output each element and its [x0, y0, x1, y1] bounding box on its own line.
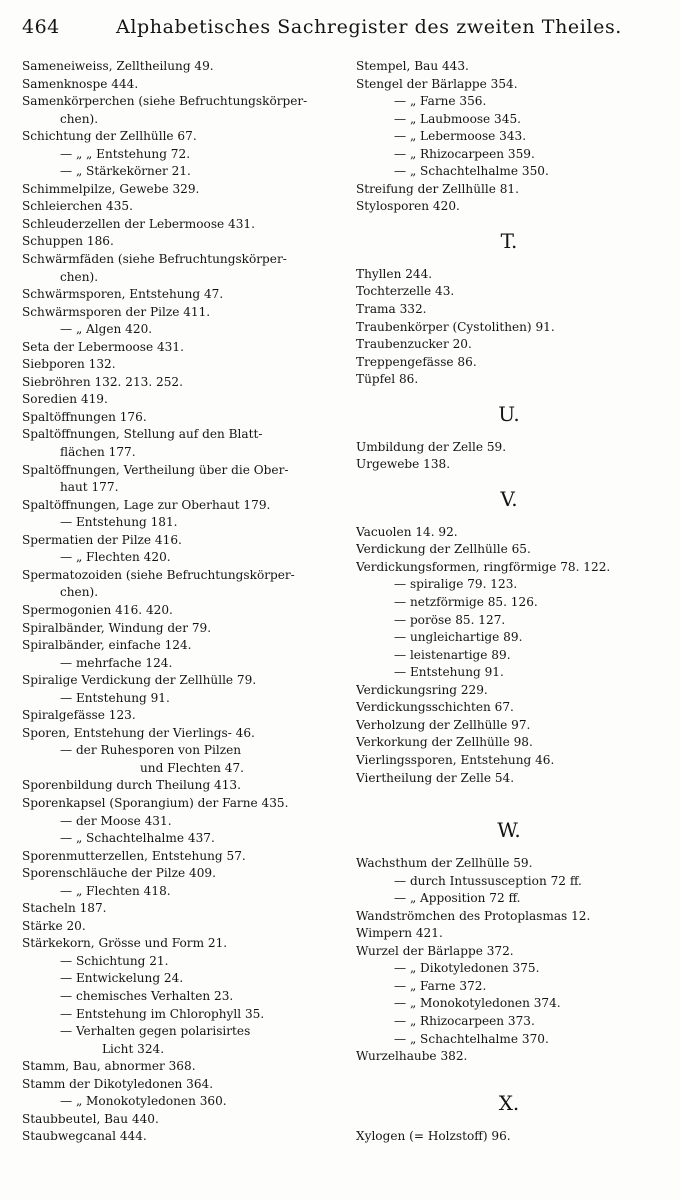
index-subentry: — chemisches Verhalten 23.: [60, 988, 234, 1003]
index-entry: Schuppen 186.: [22, 234, 114, 249]
section-letter-u: U.: [498, 401, 520, 426]
index-entry: Streifung der Zellhülle 81.: [356, 181, 519, 196]
index-entry: Umbildung der Zelle 59.: [356, 439, 507, 454]
index-entry: Schwärmsporen, Entstehung 47.: [22, 287, 224, 302]
index-subentry: — „ Dikotyledonen 375.: [394, 961, 540, 976]
index-entry: Sporen, Entstehung der Vierlings- 46.: [22, 725, 255, 740]
index-subentry: — netzförmige 85. 126.: [394, 595, 538, 610]
index-entry: Siebporen 132.: [22, 357, 116, 372]
index-entry: Spaltöffnungen, Vertheilung über die Ober-: [22, 462, 289, 477]
index-subentry: — Verhalten gegen polarisirtes: [60, 1024, 251, 1039]
section-letter-x: X.: [498, 1090, 520, 1115]
index-subentry: — „ Farne 372.: [394, 978, 487, 993]
index-entry: Schichtung der Zellhülle 67.: [22, 129, 197, 144]
index-subentry: — leistenartige 89.: [394, 647, 511, 662]
index-entry: Traubenkörper (Cystolithen) 91.: [356, 319, 555, 334]
index-subentry: — „ Flechten 418.: [60, 883, 171, 898]
index-entry: Seta der Lebermoose 431.: [22, 339, 184, 354]
index-entry: Tüpfel 86.: [356, 372, 419, 387]
index-entry: Wimpern 421.: [356, 926, 443, 941]
section-letter-v: V.: [500, 486, 518, 511]
index-subentry: — „ Rhizocarpeen 373.: [394, 1013, 535, 1028]
index-entry: Spiralbänder, Windung der 79.: [22, 620, 212, 635]
index-subentry: — „ Algen 420.: [60, 322, 153, 337]
index-entry: Trama 332.: [356, 302, 427, 317]
index-entry: Spermogonien 416. 420.: [22, 602, 173, 617]
index-entry: Sporenschläuche der Pilze 409.: [22, 866, 216, 881]
index-entry: Wachsthum der Zellhülle 59.: [356, 856, 533, 871]
index-entry: Schleierchen 435.: [22, 199, 133, 214]
index-subentry: — Entstehung 91.: [394, 665, 504, 680]
index-entry: Spiralbänder, einfache 124.: [22, 638, 192, 653]
index-subentry: — „ Stärkekörner 21.: [60, 164, 191, 179]
left-column: [22, 58, 346, 1146]
index-entry: Staubbeutel, Bau 440.: [22, 1111, 159, 1126]
index-entry: Schimmelpilze, Gewebe 329.: [22, 181, 200, 196]
index-entry: Verdickungsring 229.: [356, 682, 488, 697]
index-entry: Spiralige Verdickung der Zellhülle 79.: [22, 673, 257, 688]
index-entry-continuation: chen).: [60, 111, 99, 126]
index-subentry: — „ Monokotyledonen 360.: [60, 1094, 227, 1109]
index-entry: Sporenkapsel (Sporangium) der Farne 435.: [22, 795, 289, 810]
index-entry-continuation: chen).: [60, 269, 99, 284]
index-entry: Sameneiweiss, Zelltheilung 49.: [22, 59, 214, 73]
index-subentry: — spiralige 79. 123.: [394, 577, 518, 592]
index-entry: Vacuolen 14. 92.: [356, 524, 458, 539]
index-entry: Spiralgefässe 123.: [22, 708, 136, 723]
index-entry: Xylogen (= Holzstoff) 96.: [356, 1128, 511, 1143]
index-subentry: — Schichtung 21.: [60, 953, 169, 968]
index-subentry: — „ Schachtelhalme 350.: [394, 164, 549, 179]
index-entry: Soredien 419.: [22, 392, 108, 407]
index-subentry: — Entwickelung 24.: [60, 971, 184, 986]
index-entry: Stärke 20.: [22, 918, 86, 933]
index-subentry: — der Moose 431.: [60, 813, 172, 828]
right-column: [356, 58, 662, 1145]
index-subentry: — „ Laubmoose 345.: [394, 111, 521, 126]
index-entry: Spermatien der Pilze 416.: [22, 532, 182, 547]
index-subentry: — poröse 85. 127.: [394, 612, 506, 627]
index-entry: Sporenmutterzellen, Entstehung 57.: [22, 848, 246, 863]
index-entry: Spaltöffnungen 176.: [22, 409, 147, 424]
index-subentry: — „ Schachtelhalme 370.: [394, 1031, 549, 1046]
index-entry: Wurzelhaube 382.: [356, 1049, 468, 1064]
index-entry: Stempel, Bau 443.: [356, 59, 469, 73]
page-title: Alphabetisches Sachregister des zweiten Theiles.: [116, 16, 622, 38]
index-subentry: — Entstehung im Chlorophyll 35.: [60, 1006, 265, 1021]
index-subentry: — mehrfache 124.: [60, 655, 173, 670]
index-subentry: — durch Intussusception 72 ff.: [394, 873, 582, 888]
index-entry-continuation: flächen 177.: [60, 445, 136, 460]
index-subentry: — „ Apposition 72 ff.: [394, 891, 521, 906]
index-subentry: — „ Farne 356.: [394, 94, 487, 109]
index-entry-continuation: chen).: [60, 585, 99, 600]
index-entry: Verkorkung der Zellhülle 98.: [356, 735, 533, 750]
index-entry: Stamm der Dikotyledonen 364.: [22, 1076, 214, 1091]
index-entry: Viertheilung der Zelle 54.: [356, 770, 515, 785]
index-entry: Spaltöffnungen, Stellung auf den Blatt-: [22, 427, 263, 442]
index-entry: Samenkörperchen (siehe Befruchtungskörper-: [22, 94, 308, 109]
index-entry-continuation: Licht 324.: [102, 1041, 165, 1056]
index-subentry: — „ Flechten 420.: [60, 550, 171, 565]
index-entry: Stengel der Bärlappe 354.: [356, 76, 518, 91]
index-entry: Schleuderzellen der Lebermoose 431.: [22, 216, 255, 231]
index-entry: Wandströmchen des Protoplasmas 12.: [356, 908, 591, 923]
index-subentry: — Entstehung 91.: [60, 690, 170, 705]
section-letter-w: W.: [497, 818, 521, 843]
index-entry: Siebröhren 132. 213. 252.: [22, 374, 183, 389]
index-entry: Sporenbildung durch Theilung 413.: [22, 778, 241, 793]
index-entry: Spermatozoiden (siehe Befruchtungskörper-: [22, 567, 295, 582]
index-subentry: — „ Rhizocarpeen 359.: [394, 146, 535, 161]
index-entry: Treppengefässe 86.: [356, 354, 477, 369]
index-entry-continuation: haut 177.: [60, 480, 119, 495]
index-entry: Traubenzucker 20.: [356, 337, 472, 352]
index-entry: Wurzel der Bärlappe 372.: [356, 943, 514, 958]
index-entry: Stacheln 187.: [22, 901, 107, 916]
index-entry: Samenknospe 444.: [22, 76, 139, 91]
index-entry: Verdickungsschichten 67.: [356, 700, 514, 715]
index-entry: Stylosporen 420.: [356, 199, 460, 214]
index-subentry: — „ Schachtelhalme 437.: [60, 831, 215, 846]
section-letter-t: T.: [500, 228, 518, 253]
index-subentry: — ungleichartige 89.: [394, 630, 523, 645]
index-entry: Thyllen 244.: [356, 266, 433, 281]
index-entry: Verdickungsformen, ringförmige 78. 122.: [356, 559, 611, 574]
index-subentry: — der Ruhesporen von Pilzen: [60, 743, 242, 758]
page-number: 464: [22, 16, 60, 38]
index-entry: Spaltöffnungen, Lage zur Oberhaut 179.: [22, 497, 271, 512]
index-entry: Stärkekorn, Grösse und Form 21.: [22, 936, 228, 951]
index-entry-continuation: und Flechten 47.: [140, 760, 245, 775]
index-entry: Schwärmfäden (siehe Befruchtungskörper-: [22, 252, 287, 267]
index-entry: Tochterzelle 43.: [356, 284, 455, 299]
index-entry: Stamm, Bau, abnormer 368.: [22, 1059, 196, 1074]
index-entry: Schwärmsporen der Pilze 411.: [22, 304, 211, 319]
index-entry: Urgewebe 138.: [356, 457, 451, 472]
index-subentry: — Entstehung 181.: [60, 515, 178, 530]
index-subentry: — „ Monokotyledonen 374.: [394, 996, 561, 1011]
index-entry: Staubwegcanal 444.: [22, 1129, 147, 1144]
index-subentry: — „ Lebermoose 343.: [394, 129, 527, 144]
index-entry: Verdickung der Zellhülle 65.: [356, 542, 531, 557]
index-entry: Vierlingssporen, Entstehung 46.: [356, 752, 555, 767]
index-subentry: — „ „ Entstehung 72.: [60, 146, 191, 161]
index-entry: Verholzung der Zellhülle 97.: [356, 717, 531, 732]
